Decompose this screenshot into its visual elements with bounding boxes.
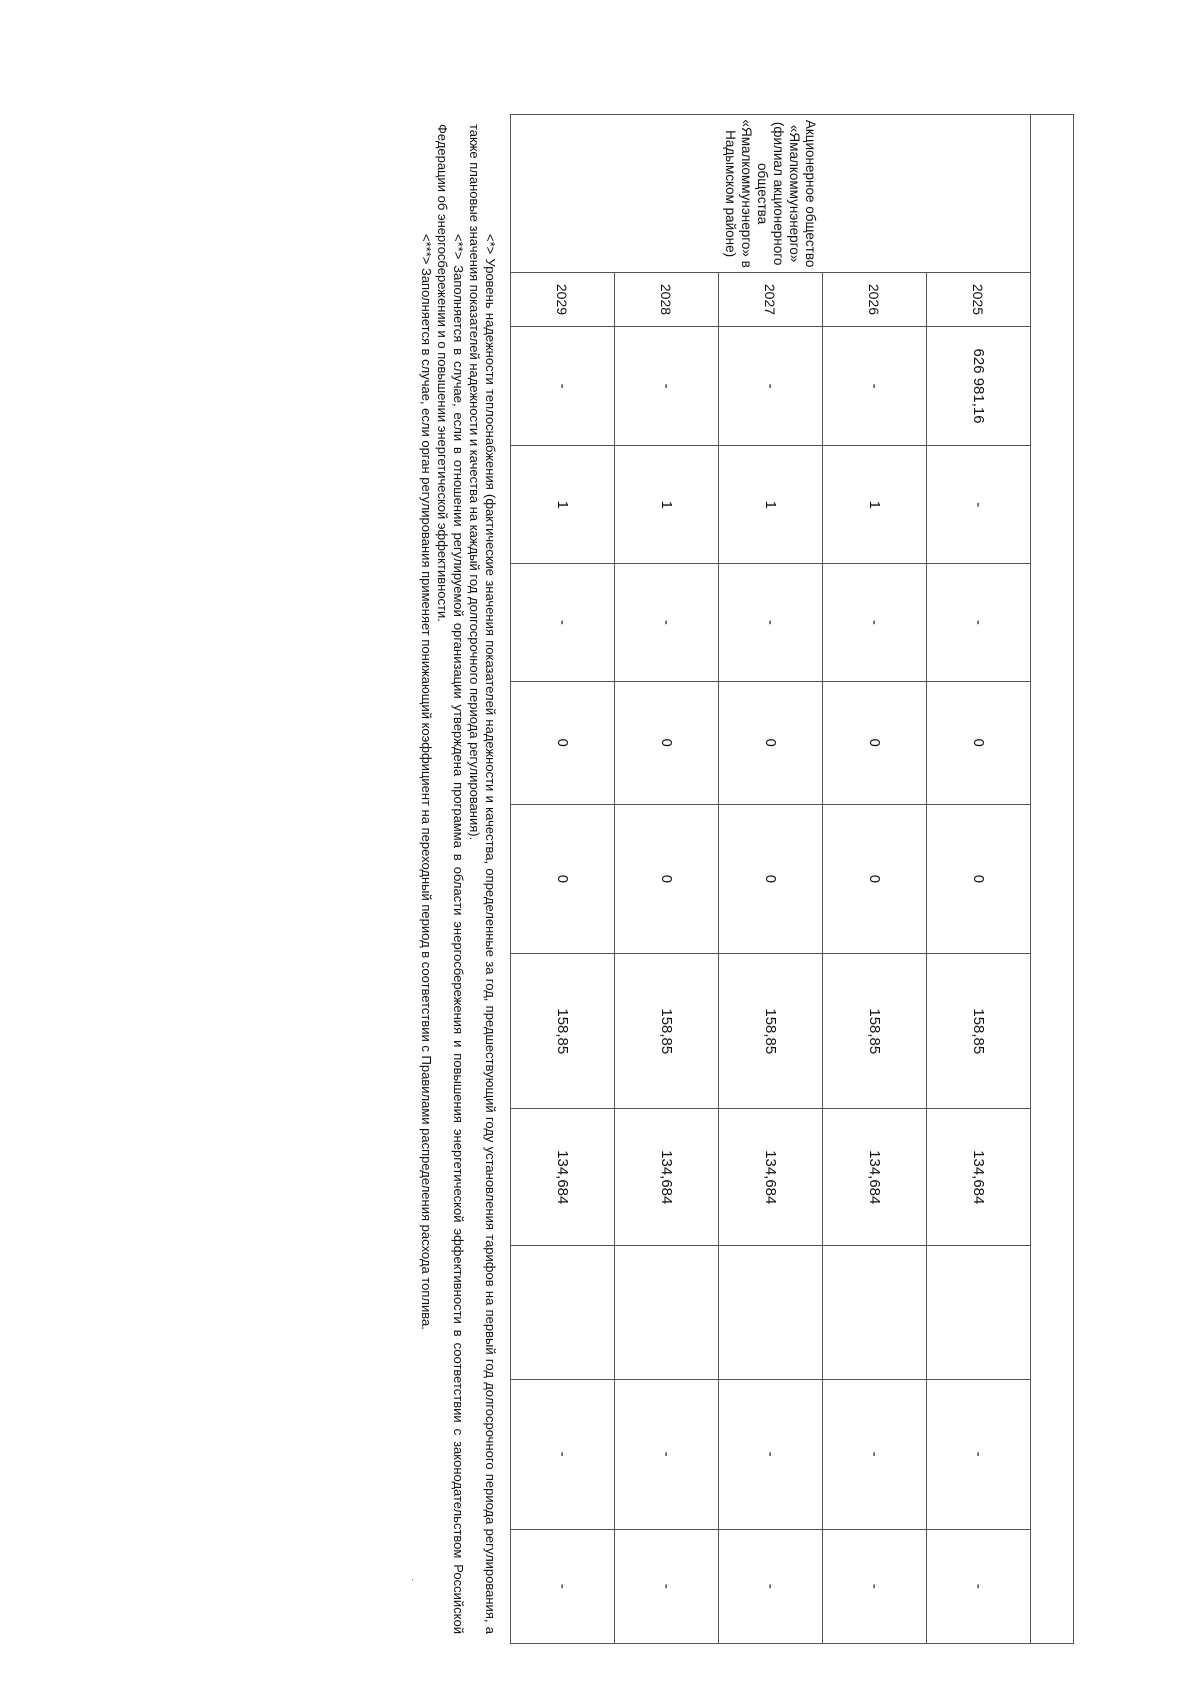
table-cell: 158,85 [719, 954, 823, 1109]
organization-name: Акционерное общество «Ямалкоммунэнерго» (филиал акционерного общества «Ямалкоммунэнерго» в Надымском районе) [511, 115, 1031, 273]
footnote: <**> Заполняется в случае, если в отношении регулируемой организации утверждена программа в области энергосбережения и повышения энергетической эффективности в соответствии с законодательством Российской Федерации об энергосбережении и о повышении энергетической эффективности. [435, 124, 466, 1634]
table-cell: - [719, 1379, 823, 1529]
footnotes [418, 124, 498, 1634]
table-cell: - [823, 326, 927, 446]
table-cell [719, 1246, 823, 1380]
table-cell: - [823, 1379, 927, 1529]
table-cell: 158,85 [511, 954, 615, 1109]
table-cell [511, 1246, 615, 1380]
table-cell: 1 [511, 446, 615, 564]
table-cell: 158,85 [927, 954, 1031, 1109]
table-cell: - [719, 564, 823, 682]
year-cell: 2027 [719, 273, 823, 326]
footnote: <*> Уровень надежности теплоснабжения (фактические значения показателей надежности и качества, определенные за год, предшествующий году установления тарифов на первый год долгосрочного периода регулирования, а также плановые значения показателей надежности и качества на каждый год долгосрочного периода регулирования). [467, 124, 498, 1634]
table-cell: 134,684 [719, 1109, 823, 1246]
table-cell: 134,684 [927, 1109, 1031, 1246]
table-cell: 0 [927, 681, 1031, 804]
table-row [823, 115, 927, 1644]
table-cell: 1 [823, 446, 927, 564]
table-cell: 0 [823, 681, 927, 804]
table-row [511, 115, 615, 1644]
table-cell: - [927, 564, 1031, 682]
table-cell: 134,684 [511, 1109, 615, 1246]
year-cell: 2026 [823, 273, 927, 326]
table-cell: 134,684 [823, 1109, 927, 1246]
table-cell: 0 [927, 804, 1031, 954]
year-cell: 2028 [615, 273, 719, 326]
table-cell: - [719, 1529, 823, 1643]
table-cell: - [615, 564, 719, 682]
scan-speck: · [407, 1578, 418, 1582]
table-cell: 1 [615, 446, 719, 564]
footnote: <***> Заполняется в случае, если орган регулирования применяет понижающий коэффициент на переходный период в соответствии с Правилами распределения расхода топлива. [419, 234, 434, 1330]
table-cell: 0 [823, 804, 927, 954]
table-cell: - [927, 446, 1031, 564]
year-cell: 2025 [927, 273, 1031, 326]
table-cell: - [615, 1529, 719, 1643]
table-cell: 0 [511, 804, 615, 954]
table-cell: - [511, 564, 615, 682]
year-cell: 2029 [511, 273, 615, 326]
table-cell: 0 [615, 804, 719, 954]
table-cell: 626 981,16 [927, 326, 1031, 446]
table-cell: 1 [719, 446, 823, 564]
table-cell: - [927, 1379, 1031, 1529]
table-row [927, 115, 1031, 1644]
table-cell: 0 [719, 804, 823, 954]
rotated-page [378, 108, 1078, 1648]
table-row [719, 115, 823, 1644]
tariff-table [510, 114, 1074, 1644]
table-cell: - [823, 564, 927, 682]
table-cell: 158,85 [823, 954, 927, 1109]
table-cell: 134,684 [615, 1109, 719, 1246]
table-header-strip [1031, 115, 1074, 1644]
table-cell: - [927, 1529, 1031, 1643]
table-cell: - [823, 1529, 927, 1643]
table-cell: 0 [511, 681, 615, 804]
table-cell: - [511, 326, 615, 446]
table-cell: - [511, 1379, 615, 1529]
table-cell: 0 [719, 681, 823, 804]
table-cell: - [615, 326, 719, 446]
table-cell: - [719, 326, 823, 446]
table-cell: - [511, 1529, 615, 1643]
table-row [615, 115, 719, 1644]
table-cell [927, 1246, 1031, 1380]
table-cell: 0 [615, 681, 719, 804]
table-cell [823, 1246, 927, 1380]
table-cell: - [615, 1379, 719, 1529]
table-cell [615, 1246, 719, 1380]
table-cell: 158,85 [615, 954, 719, 1109]
table-header-cell [1031, 115, 1074, 1644]
